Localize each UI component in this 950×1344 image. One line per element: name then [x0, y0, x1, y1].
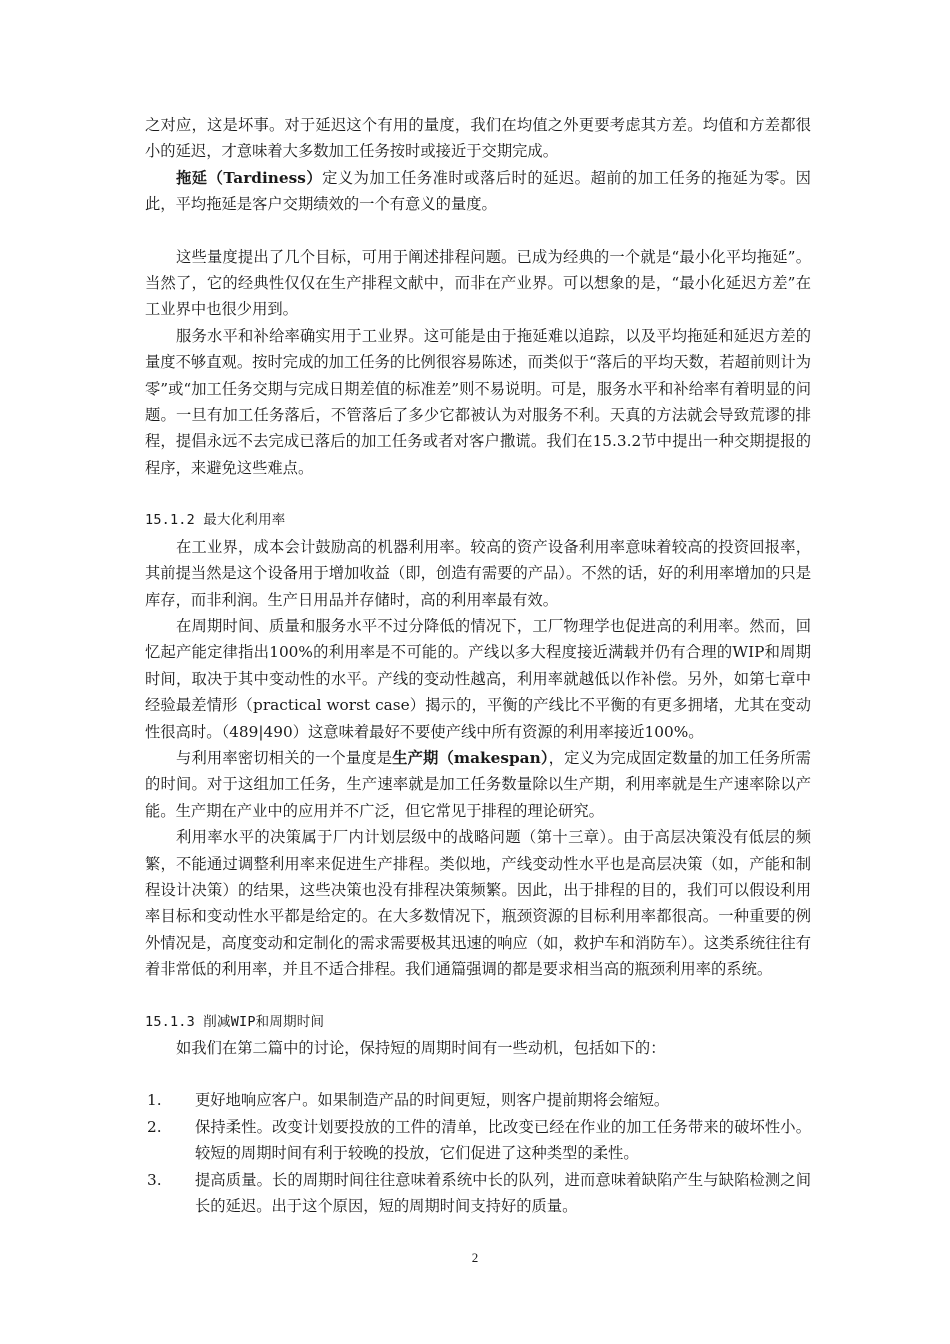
section-heading: 15.1.2 最大化利用率	[145, 512, 286, 529]
paragraph-text: 与利用率密切相关的一个量度是	[176, 748, 393, 767]
paragraph: 这些量度提出了几个目标，可用于阐述排程问题。已成为经典的一个就是“最小化平均拖延”。当然了，它的经典性仅仅在生产排程文献中，而非在产业界。可以想象的是，“最小化延迟方差”在工业界中也很少用到。	[145, 247, 811, 319]
list-item	[145, 1114, 811, 1167]
page-number: 2	[471, 1250, 479, 1265]
spacer	[145, 983, 811, 999]
paragraph: 利用率水平的决策属于厂内计划层级中的战略问题（第十三章）。由于高层决策没有低层的频繁，不能通过调整利用率来促进生产排程。类似地，产线变动性水平也是高层决策（如，产能和制程设计决策）的结果，这些决策也没有排程决策频繁。因此，出于排程的目的，我们可以假设利用率目标和变动性水平都是给定的。在大多数情况下，瓶颈资源的目标利用率都很高。一种重要的例外情况是，高度变动和定制化的需求需要极其迅速的响应（如，救护车和消防车）。这类系统往往有着非常低的利用率，并且不适合排程。我们通篇强调的都是要求相当高的瓶颈利用率的系统。	[145, 828, 811, 979]
paragraph-text: ，定义为完成固定数量的加工任务所需的时间。对于这组加工任务，生产速率就是加工任务数量除以生产期，利用率就是生产速率除以产能。生产期在产业中的应用并不广泛，但它常见于排程的理论研究。	[145, 748, 811, 820]
list-text: 保持柔性。改变计划要投放的工件的清单，比改变已经在作业的加工任务带来的破坏性小。较短的周期时间有利于较晚的投放，它们促进了这种类型的柔性。	[195, 1117, 811, 1163]
document-body	[145, 112, 811, 1219]
spacer	[145, 481, 811, 497]
list-text: 提高质量。长的周期时间往往意味着系统中长的队列，进而意味着缺陷产生与缺陷检测之间长的延迟。出于这个原因，短的周期时间支持好的质量。	[195, 1170, 811, 1216]
paragraph: 如我们在第二篇中的讨论，保持短的周期时间有一些动机，包括如下的：	[176, 1039, 666, 1057]
list-item	[145, 1087, 811, 1113]
section-heading: 15.1.3 削减WIP和周期时间	[145, 1013, 325, 1030]
paragraph-makespan	[145, 745, 811, 824]
spacer	[145, 1061, 811, 1087]
term-tardiness: 拖延（Tardiness）	[176, 168, 323, 187]
paragraph: 之对应，这是坏事。对于延迟这个有用的量度，我们在均值之外更要考虑其方差。均值和方差都很小的延迟，才意味着大多数加工任务按时或接近于交期完成。	[145, 116, 811, 161]
list-item	[145, 1167, 811, 1220]
paragraph-text: 定义为加工任务准时或落后时的延迟。超前的加工任务的拖延为零。因此，平均拖延是客户交期绩效的一个有意义的量度。	[145, 168, 811, 214]
paragraph-tardiness	[145, 165, 811, 218]
spacer	[145, 218, 811, 244]
paragraph: 在工业界，成本会计鼓励高的机器利用率。较高的资产设备利用率意味着较高的投资回报率，其前提当然是这个设备用于增加收益（即，创造有需要的产品）。不然的话，好的利用率增加的只是库存，而非利润。生产日用品并存储时，高的利用率最有效。	[145, 537, 811, 609]
paragraph: 服务水平和补给率确实用于工业界。这可能是由于拖延难以追踪，以及平均拖延和延迟方差的量度不够直观。按时完成的加工任务的比例很容易陈述，而类似于“落后的平均天数，若超前则计为零”或“加工任务交期与完成日期差值的标准差”则不易说明。可是，服务水平和补给率有着明显的问题。一旦有加工任务落后，不管落后了多少它都被认为对服务不利。天真的方法就会导致荒谬的排程，提倡永远不去完成已落后的加工任务或者对客户撒谎。我们在15.3.2节中提出一种交期提报的程序，来避免这些难点。	[145, 326, 811, 477]
list-text: 更好地响应客户。如果制造产品的时间更短，则客户提前期将会缩短。	[195, 1091, 670, 1110]
paragraph: 在周期时间、质量和服务水平不过分降低的情况下，工厂物理学也促进高的利用率。然而，回忆起产能定律指出100%的利用率是不可能的。产线以多大程度接近满载并仍有合理的WIP和周期时间，取决于其中变动性的水平。产线的变动性越高，利用率就越低以作补偿。另外，如第七章中经验最差情形（practical worst case）揭示的，平衡的产线比不平衡的有更多拥堵，尤其在变动性很高时。（489|490）这意味着最好不要使产线中所有资源的利用率接近100%。	[145, 616, 811, 741]
list-number: 1.	[147, 1091, 162, 1110]
term-makespan: 生产期（makespan）	[392, 748, 549, 767]
list-number: 3.	[147, 1170, 162, 1189]
list-number: 2.	[147, 1117, 162, 1136]
